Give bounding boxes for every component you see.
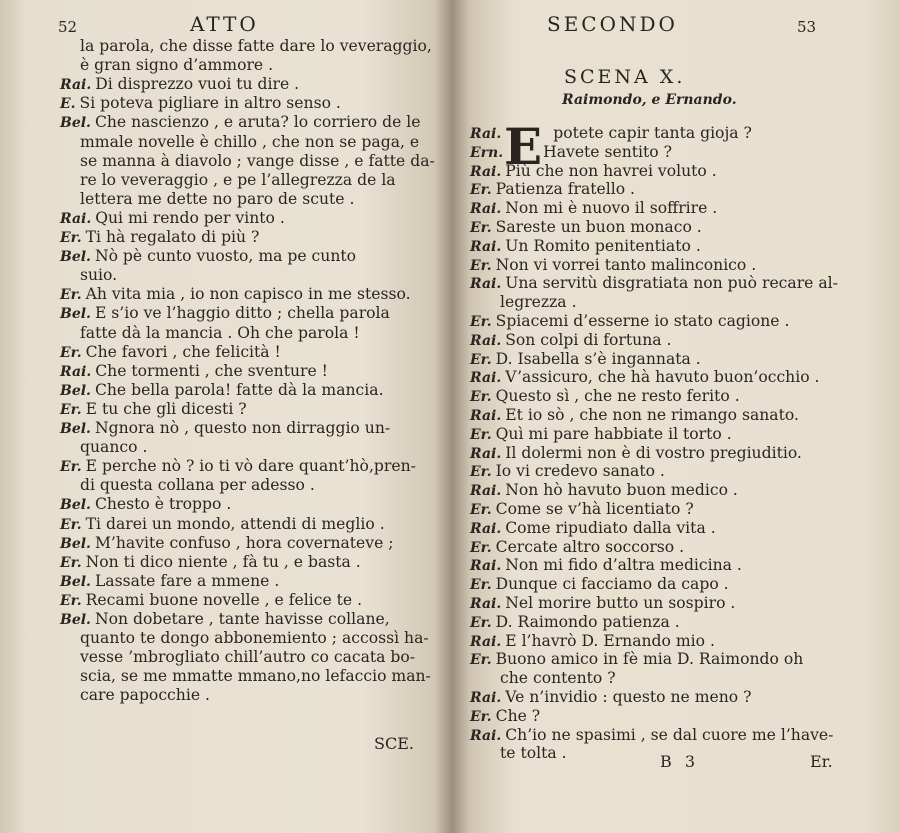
text-line <box>500 743 567 763</box>
speaker-label: Er. <box>470 577 492 594</box>
speaker-label: Er. <box>470 614 492 631</box>
line-text: Che nascienzo , e aruta? lo corriero de le <box>94 113 421 132</box>
speaker-label: Rai. <box>470 276 502 293</box>
text-line <box>80 189 354 209</box>
line-text: Sareste un buon monaco . <box>495 218 702 236</box>
speaker-label: Rai. <box>470 332 502 349</box>
line-text: Dunque ci facciamo da capo . <box>495 575 729 594</box>
text-line <box>80 475 315 495</box>
speaker-label: Bel. <box>60 421 91 437</box>
line-text: la parola, che disse fatte dare lo veveraggio, <box>80 37 432 55</box>
line-text: re lo veveraggio , e pe l’allegrezza de la <box>80 170 396 189</box>
speaker-label: Er. <box>470 652 492 669</box>
text-line <box>60 418 390 439</box>
speaker-label: Ern. <box>470 144 504 161</box>
line-text: E s’io ve l’haggio ditto ; chella parola <box>94 304 390 323</box>
line-text: te tolta . <box>500 744 567 763</box>
speaker-label: Er. <box>60 459 82 476</box>
line-text: mmale novelle è chillo , che non se paga, e <box>80 132 420 151</box>
text-line <box>80 132 419 152</box>
signature-mark: B 3 <box>660 752 700 771</box>
text-line <box>60 361 328 382</box>
speaker-label: Rai. <box>470 445 502 462</box>
text-line <box>60 609 390 630</box>
speaker-label: Rai. <box>470 238 502 255</box>
line-text: Qui mi rendo per vinto . <box>95 208 285 227</box>
line-text: Non mi è nuovo il soffrire . <box>505 199 718 218</box>
speaker-label: Er. <box>60 401 82 418</box>
text-line <box>80 647 415 667</box>
text-line <box>500 292 577 312</box>
speaker-label: E. <box>60 96 76 113</box>
scene-title: SCENA X. <box>564 66 686 88</box>
text-line <box>60 74 299 95</box>
line-text: Che favori , che felicità ! <box>85 342 281 361</box>
left-running-header: ATTO <box>190 12 259 36</box>
speaker-label: Rai. <box>470 633 502 650</box>
speaker-label: Er. <box>60 230 82 246</box>
line-text: Quì mi pare habbiate il torto . <box>495 424 732 443</box>
line-text: Di disprezzo vuoi tu dire . <box>95 75 300 94</box>
text-line <box>80 437 147 457</box>
speaker-label: Er. <box>60 592 82 609</box>
speaker-label: Er. <box>470 426 492 443</box>
text-line <box>60 227 259 248</box>
line-text: V’assicuro, che hà havuto buon’occhio . <box>505 368 820 387</box>
line-text: Ah vita mia , io non capisco in me stesso. <box>85 285 411 304</box>
speaker-label: Rai. <box>470 408 502 424</box>
text-line <box>60 208 285 229</box>
line-text: Non mi fido d’altra medicina . <box>505 556 742 575</box>
text-line <box>60 342 281 363</box>
line-text: Questo sì , che ne resto ferito . <box>495 387 740 406</box>
line-text: Un Romito penitentiato . <box>505 236 701 255</box>
speaker-label: Er. <box>60 287 82 304</box>
left-catchword: SCE. <box>374 734 414 753</box>
speaker-label: Rai. <box>470 727 502 744</box>
line-text: E l’havrò D. Ernando mio . <box>505 631 715 650</box>
speaker-label: Rai. <box>470 558 502 575</box>
line-text: Si poteva pigliare in altro senso . <box>79 94 341 113</box>
text-line <box>60 552 361 573</box>
right-running-header: SECONDO <box>547 12 678 36</box>
line-text: Son colpi di fortuna . <box>505 330 672 349</box>
text-line <box>60 590 362 611</box>
speaker-label: Bel. <box>60 115 91 132</box>
text-line <box>80 628 429 648</box>
speaker-label: Er. <box>60 554 82 571</box>
speaker-label: Rai. <box>470 520 502 537</box>
line-text: Non ti dico niente , fà tu , e basta . <box>85 552 361 571</box>
speaker-label: Rai. <box>470 596 502 612</box>
line-text: scia, se me mmatte mmano,no lefaccio man- <box>80 667 431 686</box>
line-text: Una servitù disgratiata non può recare al- <box>505 274 838 293</box>
text-line <box>60 399 247 420</box>
speaker-label: Er. <box>60 344 82 361</box>
text-line <box>60 571 279 592</box>
line-text: E perche nò ? io ti vò dare quant’hò,pren- <box>85 457 416 476</box>
text-line <box>80 265 117 285</box>
line-text: Havete sentito ? <box>543 142 672 161</box>
line-text: Non hò havuto buon medico . <box>505 481 738 500</box>
right-page <box>452 0 900 833</box>
line-text: che contento ? <box>500 669 616 688</box>
line-text: legrezza . <box>500 293 577 312</box>
line-text: Buono amico in fè mia D. Raimondo oh <box>495 650 804 669</box>
text-line <box>80 685 210 705</box>
text-line <box>80 36 432 56</box>
speaker-label: Er. <box>470 220 492 236</box>
speaker-label: Er. <box>470 539 492 556</box>
line-text: Chesto è troppo . <box>94 495 232 514</box>
line-text: D. Raimondo patienza . <box>495 612 680 631</box>
line-text: care papocchie . <box>80 686 210 705</box>
text-line <box>80 151 435 171</box>
scene-characters: Raimondo, e Ernando. <box>562 92 737 108</box>
line-text: Ti darei un mondo, attendi di meglio . <box>85 514 385 533</box>
speaker-label: Rai. <box>60 210 92 227</box>
speaker-label: Rai. <box>470 483 502 500</box>
line-text: Il dolermi non è di vostro pregiuditio. <box>505 443 802 462</box>
line-text: quanto te dongo abbonemiento ; accossì ha- <box>80 629 429 648</box>
text-line <box>60 533 394 554</box>
text-line <box>60 112 421 133</box>
text-line <box>80 55 273 75</box>
text-line <box>60 93 341 114</box>
left-page-number: 52 <box>58 18 78 36</box>
line-text: Ngnora nò , questo non dirraggio un- <box>94 419 391 437</box>
line-text: Nò pè cunto vuosto, ma pe cunto <box>94 247 357 266</box>
speaker-label: Er. <box>470 464 492 481</box>
speaker-label: Bel. <box>60 573 91 590</box>
line-text: Io vi credevo sanato . <box>495 462 665 481</box>
speaker-label: Er. <box>470 502 492 518</box>
line-text: Che bella parola! fatte dà la mancia. <box>94 380 384 399</box>
text-line <box>80 323 360 343</box>
drop-cap: E <box>504 117 543 176</box>
speaker-label: Rai. <box>470 201 502 218</box>
line-text: Non dobetare , tante havisse collane, <box>94 610 390 628</box>
text-line <box>500 668 616 688</box>
speaker-label: Er. <box>470 389 492 406</box>
speaker-label: Er. <box>470 182 492 199</box>
line-text: Non vi vorrei tanto malinconico . <box>495 255 757 274</box>
line-text: Ve n’invidio : questo ne meno ? <box>505 688 752 706</box>
line-text: Più che non havrei voluto . <box>505 161 717 180</box>
line-text: Come ripudiato dalla vita . <box>505 518 716 537</box>
line-text: lettera me dette no paro de scute . <box>80 189 355 208</box>
line-text: Che ? <box>495 706 541 725</box>
speaker-label: Bel. <box>60 382 91 399</box>
line-text: quanco . <box>80 438 148 457</box>
speaker-label: Er. <box>470 351 492 368</box>
text-line <box>60 514 385 535</box>
speaker-label: Er. <box>470 314 492 330</box>
line-text: Che tormenti , che sventure ! <box>95 361 328 380</box>
speaker-label: Bel. <box>60 497 91 514</box>
line-text: Ch’io ne spasimi , se dal cuore me l’have- <box>505 725 834 744</box>
text-line <box>60 456 416 477</box>
line-text: Patienza fratello . <box>495 180 636 199</box>
speaker-label: Rai. <box>60 77 92 94</box>
speaker-label: Er. <box>470 708 492 725</box>
line-text: fatte dà la mancia . Oh che parola ! <box>80 323 360 342</box>
line-text: Cercate altro soccorso . <box>495 537 685 556</box>
line-text: Et io sò , che non ne rimango sanato. <box>505 406 799 424</box>
speaker-label: Rai. <box>470 126 502 142</box>
text-line <box>80 170 396 190</box>
text-line <box>60 380 384 401</box>
speaker-label: Bel. <box>60 306 91 323</box>
text-line <box>60 303 390 324</box>
speaker-label: Rai. <box>60 363 92 380</box>
speaker-label: Er. <box>470 257 492 274</box>
text-line <box>60 246 356 267</box>
text-line <box>80 666 431 686</box>
right-page-number: 53 <box>797 18 817 36</box>
line-text: Ti hà regalato di più ? <box>85 228 260 246</box>
line-text: vesse ’mbrogliato chill’autro co cacata bo- <box>80 648 416 667</box>
line-text: se manna à diavolo ; vange disse , e fatte da- <box>80 151 435 170</box>
line-text: Recami buone novelle , e felice te . <box>85 590 363 609</box>
speaker-label: Bel. <box>60 535 91 552</box>
right-catchword: Er. <box>810 752 833 771</box>
speaker-label: Er. <box>60 516 82 533</box>
speaker-label: Bel. <box>60 249 91 266</box>
line-text: Nel morire butto un sospiro . <box>505 594 736 612</box>
line-text: M’havite confuso , hora covernateve ; <box>94 533 394 552</box>
text-line <box>60 494 231 515</box>
speaker-label: Rai. <box>470 690 502 706</box>
line-text: Spiacemi d’esserne io stato cagione . <box>495 312 790 330</box>
line-text: potete capir tanta gioja ? <box>553 124 752 142</box>
speaker-label: Bel. <box>60 612 91 628</box>
line-text: E tu che gli dicesti ? <box>85 399 247 418</box>
line-text: Lassate fare a mmene . <box>94 571 280 590</box>
line-text: D. Isabella s’è ingannata . <box>495 349 701 368</box>
text-line <box>60 284 411 305</box>
line-text: Come se v’hà licentiato ? <box>495 500 694 518</box>
line-text: di questa collana per adesso . <box>80 476 315 495</box>
line-text: è gran signo d’ammore . <box>80 56 274 75</box>
speaker-label: Rai. <box>470 163 502 180</box>
speaker-label: Rai. <box>470 370 502 387</box>
line-text: suio. <box>80 266 118 285</box>
